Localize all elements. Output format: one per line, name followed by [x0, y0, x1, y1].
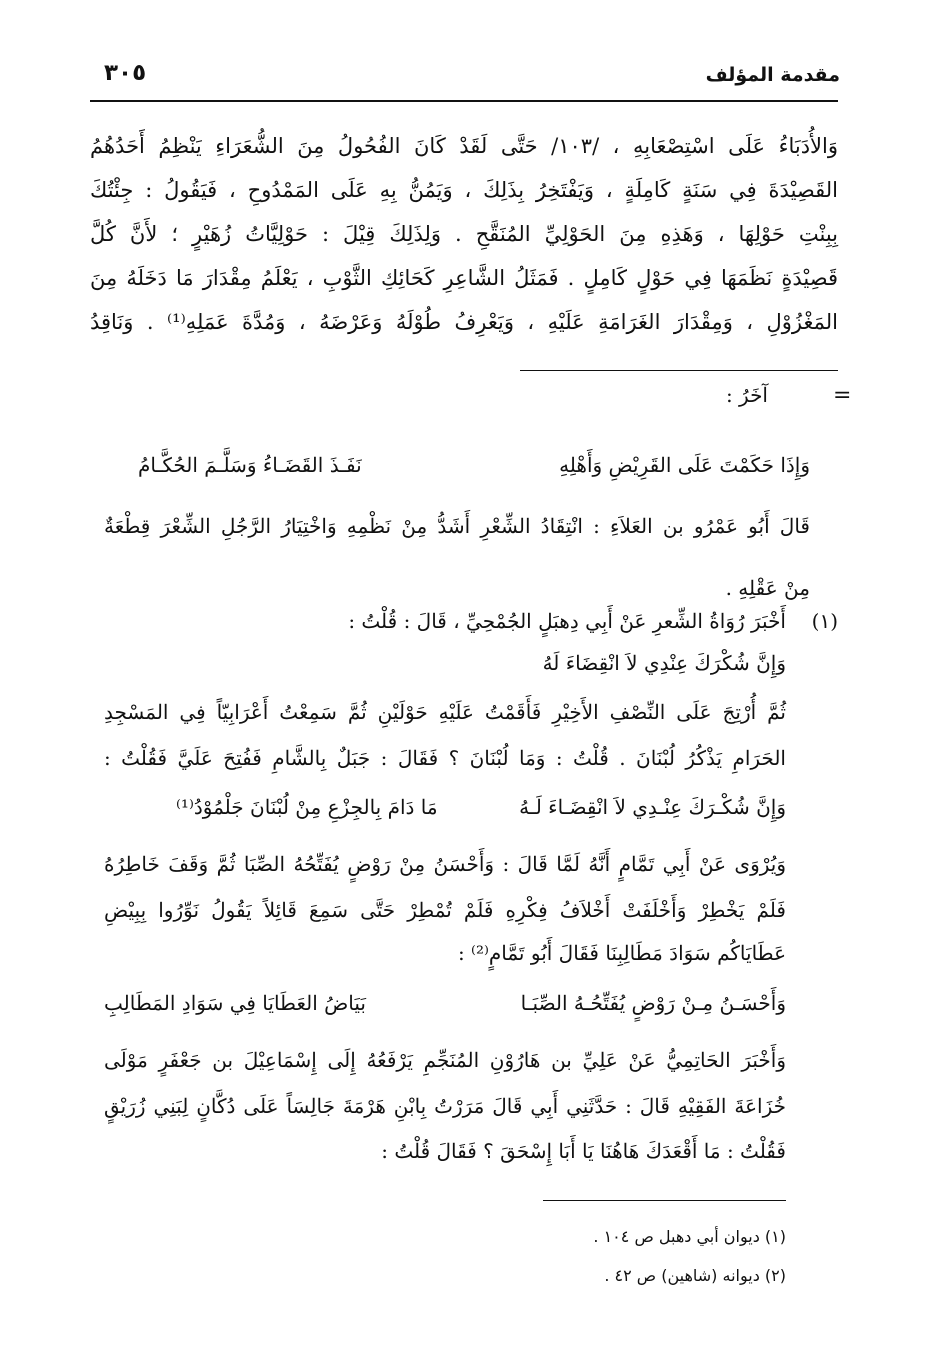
note-paragraph-line: الحَرَامِ يَذْكُرُ لُبْنَانَ . قُلْتُ : وَمَا لُبْنَانَ ؟ فَقَالَ : جَبَلٌ بِالشَّامِ فَفُتِحَ عَلَيَّ فَقُلْتُ : [104, 746, 786, 770]
note-paragraph-line: فَلَمْ يَخْطِرْ وَأَخْلَفَتْ أَخْلاَفُ فِكْرِهِ فَلَمْ تُمْطِرْ حَتَّى سَمِعَ قَائِلاً يَقُولُ نَوِّرُوا بِبِيْضِ [104, 898, 786, 922]
running-header-title: مقدمة المؤلف [705, 64, 840, 86]
note-paragraph-line: عَطَايَاكُم سَوَادَ مَطَالِبِنَا فَقَالَ أَبُو تَمَّامٍ⁽²⁾ : [457, 941, 786, 965]
main-text-line: قَصِيْدَةٍ نَظَمَهَا فِي حَوْلٍ كَامِلٍ . فَمَثَلُ الشَّاعِرِ كَحَائِكِ الثَّوْبِ ، يَعْلَمُ مِقْدَارَ مَا دَخَلَهُ مِنَ [90, 266, 838, 290]
note-number: (١) [811, 609, 838, 633]
footnote: (٢) ديوانه (شاهين) ص ٤٢ . [604, 1266, 786, 1285]
note-paragraph-line: أَخْبَرَ رُوَاةُ الشِّعرِ عَنْ أَبِي دِهبَلٍ الجُمْحِيِّ ، قَالَ : قُلْتُ : [348, 609, 786, 633]
note-paragraph-line: مِنْ عَقْلِهِ . [725, 576, 810, 600]
note-akhar: آخَرُ : [725, 383, 768, 407]
verse-hemistich-left: نَفَـذَ القَضَـاءُ وَسَلَّـمَ الحُكَّـامُ [138, 453, 362, 477]
note-paragraph-line: ثُمَّ أُرْتِجَ عَلَى النِّصْفِ الأَخِيْرِ فَأَقَمْتُ عَلَيْهِ حَوْلَيْنِ ثُمَّ سَمِعْتُ أَعْرَابِيّاً فِي المَسْجِدِ [104, 700, 786, 724]
page-number: ٣٠٥ [104, 60, 147, 86]
main-text-line: المَغْزُوْلِ ، وَمِقْدَارَ الغَرَامَةِ عَلَيْهِ ، وَيَعْرِفُ طُوْلَهُ وَعَرْضَهُ ، وَمُدَّةَ عَمَلِهِ⁽¹⁾ . وَنَاقِدُ [90, 310, 838, 334]
note-paragraph-line: خُزَاعَةَ الفَقِيْهِ قَالَ : حَدَّثَنِي أَبِي قَالَ مَرَرْتُ بِابْنِ هَرْمَةَ جَالِسَاً عَلَى دُكَّانٍ لِبَنِي زُرَيْقٍ [104, 1094, 786, 1118]
verse-hemistich-left: مَا دَامَ بِالجِزْعِ مِنْ لُبْنَانَ جَلْمُوْدُ⁽¹⁾ [176, 795, 438, 819]
main-text-line: وَالأُدَبَاءُ عَلَى اسْتِصْعَابِهِ ، /١٠٣/ حَتَّى لَقَدْ كَانَ الفُحُولُ مِنَ الشُّعَرَاءِ يَنْظِمُ أَحَدُهُمُ [90, 134, 838, 158]
note-paragraph-line: فَقُلْتُ : مَا أَقْعَدَكَ هَاهُنَا يَا أَبَا إِسْحَقَ ؟ فَقَالَ قُلْتُ : [381, 1139, 786, 1163]
note-paragraph-line: قَالَ أَبُو عَمْرُو بن العَلاَءِ : انْتِقَادُ الشِّعْرِ أَشَدُّ مِنْ نَظْمِهِ وَاخْتِيَارُ الرَّجُلِ الشِّعْرَ قِطْعَةٌ [104, 514, 810, 538]
footnote-separator-rule [543, 1200, 786, 1201]
header-rule [90, 100, 838, 102]
verse-hemistich-right: وَأَحْسَـنُ مِـنْ رَوْضٍ يُفَتِّحُـهُ الصِّبَـا [520, 991, 786, 1015]
verse-hemistich-left: بَيَاضُ العَطَايَا فِي سَوَادِ المَطَالِبِ [104, 991, 366, 1015]
note-paragraph-line: وَيُرْوَى عَنْ أَبِي تَمَّامٍ أَنَّهُ لَمَّا قَالَ : وَأَحْسَنُ مِنْ رَوْضٍ يُفَتِّحُهُ الصِّبَا ثُمَّ وَقَفَ خَاطِرُهُ [104, 852, 786, 876]
footnote: (١) ديوان أبي دهبل ص ١٠٤ . [593, 1227, 786, 1246]
verse-hemistich-right: وَإِذَا حَكَمْتَ عَلَى القَرِيْضِ وَأَهْلِهِ [559, 453, 810, 477]
main-text-line: بِبِنْتِ حَوْلِهَا ، وَهَذِهِ مِنَ الحَوْلِيِّ المُنَقَّحِ . وَلِذَلِكَ قِيْلَ : حَوْلِيَّاتُ زُهَيْرٍ ؛ لأَنَّ كُلَّ [90, 222, 838, 246]
verse-line: وَإِنَّ شُكْرَكَ عِنْدِي لاَ انْقِضَاءَ لَهُ [542, 651, 786, 675]
continuation-mark: = [833, 383, 852, 408]
note-paragraph-line: وَأَخْبَرَ الحَاتِمِيُّ عَنْ عَلِيِّ بن هَارُوْنِ المُنَجِّمِ يَرْفَعُهُ إِلَى إِسْمَاعِيْلَ بن جَعْفَرٍ مَوْلَى [104, 1048, 786, 1072]
main-text-line: القَصِيْدَةَ فِي سَنَةٍ كَامِلَةٍ ، وَيَفْتَخِرُ بِذَلِكَ ، وَيَمُنُّ بِهِ عَلَى المَمْدُوحِ ، فَيَقُولُ : جِئْتُكَ [90, 178, 838, 202]
verse-hemistich-right: وَإِنَّ شُكْـرَكَ عِنْـدِي لاَ انْقِضَـاءَ لَـهُ [519, 795, 786, 819]
notes-separator-rule [520, 370, 838, 371]
